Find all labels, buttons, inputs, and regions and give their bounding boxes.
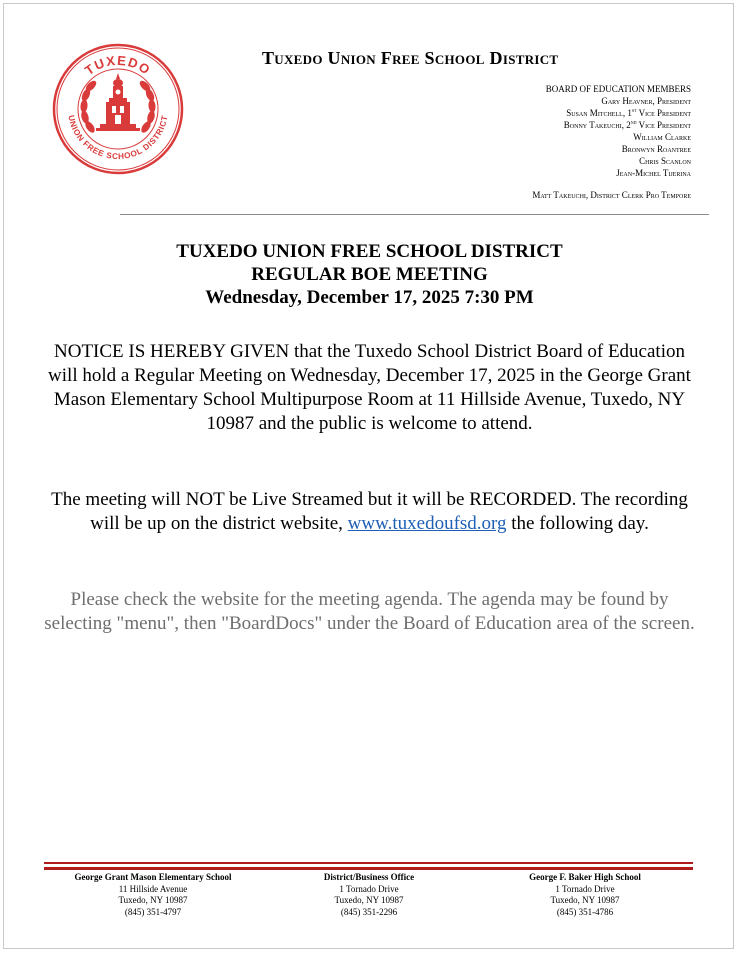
meeting-district-line: TUXEDO UNION FREE SCHOOL DISTRICT bbox=[176, 241, 563, 262]
meeting-heading bbox=[0, 240, 739, 309]
district-clerk: Matt Takeuchi, District Clerk Pro Tempore bbox=[532, 190, 691, 200]
board-member: Bonny Takeuchi, 2nd Vice President bbox=[563, 120, 691, 130]
district-website-link[interactable]: www.tuxedoufsd.org bbox=[347, 513, 507, 534]
board-heading: BOARD OF EDUCATION MEMBERS bbox=[545, 84, 691, 94]
footer-rule bbox=[44, 867, 693, 870]
board-member: William Clarke bbox=[633, 132, 691, 142]
board-member: Susan Mitchell, 1st Vice President bbox=[566, 108, 691, 118]
footer-address-elementary: George Grant Mason Elementary School 11 Hillside Avenue Tuxedo, NY 10987 (845) 351-4797 bbox=[74, 872, 232, 917]
footer-address-district-office: District/Business Office 1 Tornado Drive Tuxedo, NY 10987 (845) 351-2296 bbox=[323, 872, 415, 917]
district-name-heading: Tuxedo Union Free School District bbox=[262, 48, 559, 68]
board-member: Bronwyn Roantree bbox=[621, 144, 691, 154]
footer-rule bbox=[44, 862, 693, 864]
footer-address-high-school: George F. Baker High School 1 Tornado Drive Tuxedo, NY 10987 (845) 351-4786 bbox=[529, 872, 641, 917]
board-member: Chris Scanlon bbox=[639, 156, 691, 166]
recording-text-end: the following day. bbox=[511, 513, 649, 534]
board-member: Jean-Michel Tijerina bbox=[616, 168, 691, 178]
header-divider bbox=[120, 214, 709, 215]
meeting-notice-paragraph: NOTICE IS HEREBY GIVEN that the Tuxedo School District Board of Education will hold a Regular Meeting on Wednesday, December 17, 2025 in the George Grant Mason Elementary School Multipurpose Room at 11 Hillside Avenue, Tuxedo, NY 10987 and the public is welcome to attend. bbox=[48, 341, 691, 434]
meeting-type-line: REGULAR BOE MEETING bbox=[251, 264, 488, 285]
district-seal-logo bbox=[52, 43, 184, 175]
agenda-note-paragraph: Please check the website for the meeting agenda. The agenda may be found by selecting "menu", then "BoardDocs" under the Board of Education area of the screen. bbox=[44, 589, 695, 634]
recording-paragraph bbox=[40, 488, 699, 536]
meeting-date-line: Wednesday, December 17, 2025 7:30 PM bbox=[205, 287, 534, 308]
seal-top-text: TUXEDO bbox=[81, 52, 154, 79]
board-members-list bbox=[391, 83, 691, 201]
recording-text: The meeting will NOT be Live Streamed but it will be RECORDED. The recording will be up on the district website, bbox=[51, 489, 688, 534]
board-member: Gary Heavner, President bbox=[601, 96, 691, 106]
seal-bottom-text: UNION FREE SCHOOL DISTRICT bbox=[66, 114, 170, 162]
